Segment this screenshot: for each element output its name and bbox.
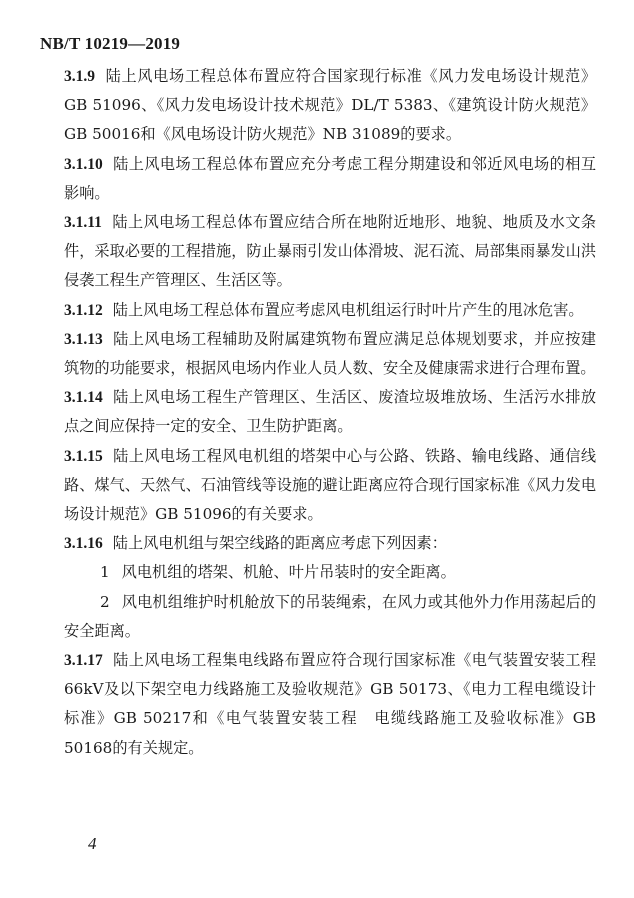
clause-3-1-14 [64, 383, 596, 441]
standard-code-header: NB/T 10219—2019 [40, 34, 181, 53]
item-text: 风电机组的塔架、机舱、叶片吊装时的安全距离。 [121, 563, 456, 582]
clause-text: 陆上风电场工程集电线路布置应符合现行国家标准《电气装置安装工程 66kV及以下架空电力线路施工及验收规范》GB 50173、《电力工程电缆设计标准》GB 50217和《电气装置安装工程 电缆线路施工及验收标准》GB 50168的有关规定。 [64, 651, 596, 757]
item-number: 2 [100, 592, 110, 611]
clause-number: 3.1.13 [64, 330, 103, 348]
clause-3-1-11 [64, 208, 596, 296]
clause-number: 3.1.11 [64, 214, 102, 232]
clause-number: 3.1.9 [64, 68, 95, 85]
document-body [64, 62, 596, 763]
clause-3-1-13 [64, 325, 596, 383]
clause-number: 3.1.15 [64, 447, 103, 465]
clause-number: 3.1.14 [64, 389, 103, 407]
clause-3-1-9 [64, 62, 596, 150]
clause-text: 陆上风电场工程总体布置应结合所在地附近地形、地貌、地质及水文条件，采取必要的工程措施，防止暴雨引发山体滑坡、泥石流、局部集雨暴发山洪侵袭工程生产管理区、生活区等。 [64, 213, 596, 290]
clause-text: 陆上风电场工程总体布置应充分考虑工程分期建设和邻近风电场的相互影响。 [64, 154, 596, 202]
clause-3-1-16-item-2 [64, 588, 596, 646]
clause-text: 陆上风电场工程总体布置应考虑风电机组运行时叶片产生的甩冰危害。 [112, 300, 584, 319]
item-text: 风电机组维护时机舱放下的吊装绳索，在风力或其他外力作用荡起后的安全距离。 [64, 592, 596, 640]
clause-number: 3.1.16 [64, 535, 103, 553]
clause-3-1-17 [64, 646, 596, 763]
clause-text: 陆上风电场工程总体布置应符合国家现行标准《风力发电场设计规范》GB 51096、《风力发电场设计技术规范》DL/T 5383、《建筑设计防火规范》GB 50016和《风电场设计防火规范》NB 31089的要求。 [64, 67, 596, 144]
clause-text: 陆上风电场工程生产管理区、生活区、废渣垃圾堆放场、生活污水排放点之间应保持一定的安全、卫生防护距离。 [64, 388, 596, 436]
clause-text: 陆上风电场工程风电机组的塔架中心与公路、铁路、输电线路、通信线路、煤气、天然气、石油管线等设施的避让距离应符合现行国家标准《风力发电场设计规范》GB 51096的有关要求。 [64, 446, 596, 524]
clause-3-1-15 [64, 442, 596, 530]
clause-text: 陆上风电场工程辅助及附属建筑物布置应满足总体规划要求，并应按建筑物的功能要求，根据风电场内作业人员人数、安全及健康需求进行合理布置。 [64, 329, 596, 378]
clause-text: 陆上风电机组与架空线路的距离应考虑下列因素： [112, 534, 447, 553]
clause-3-1-12 [64, 296, 596, 325]
clause-number: 3.1.12 [64, 301, 103, 319]
clause-3-1-16-item-1 [64, 558, 596, 587]
page-number: 4 [88, 834, 97, 853]
clause-number: 3.1.17 [64, 652, 103, 670]
clause-number: 3.1.10 [64, 155, 103, 173]
clause-3-1-16 [64, 529, 596, 558]
clause-3-1-10 [64, 150, 596, 208]
item-number: 1 [100, 563, 110, 582]
